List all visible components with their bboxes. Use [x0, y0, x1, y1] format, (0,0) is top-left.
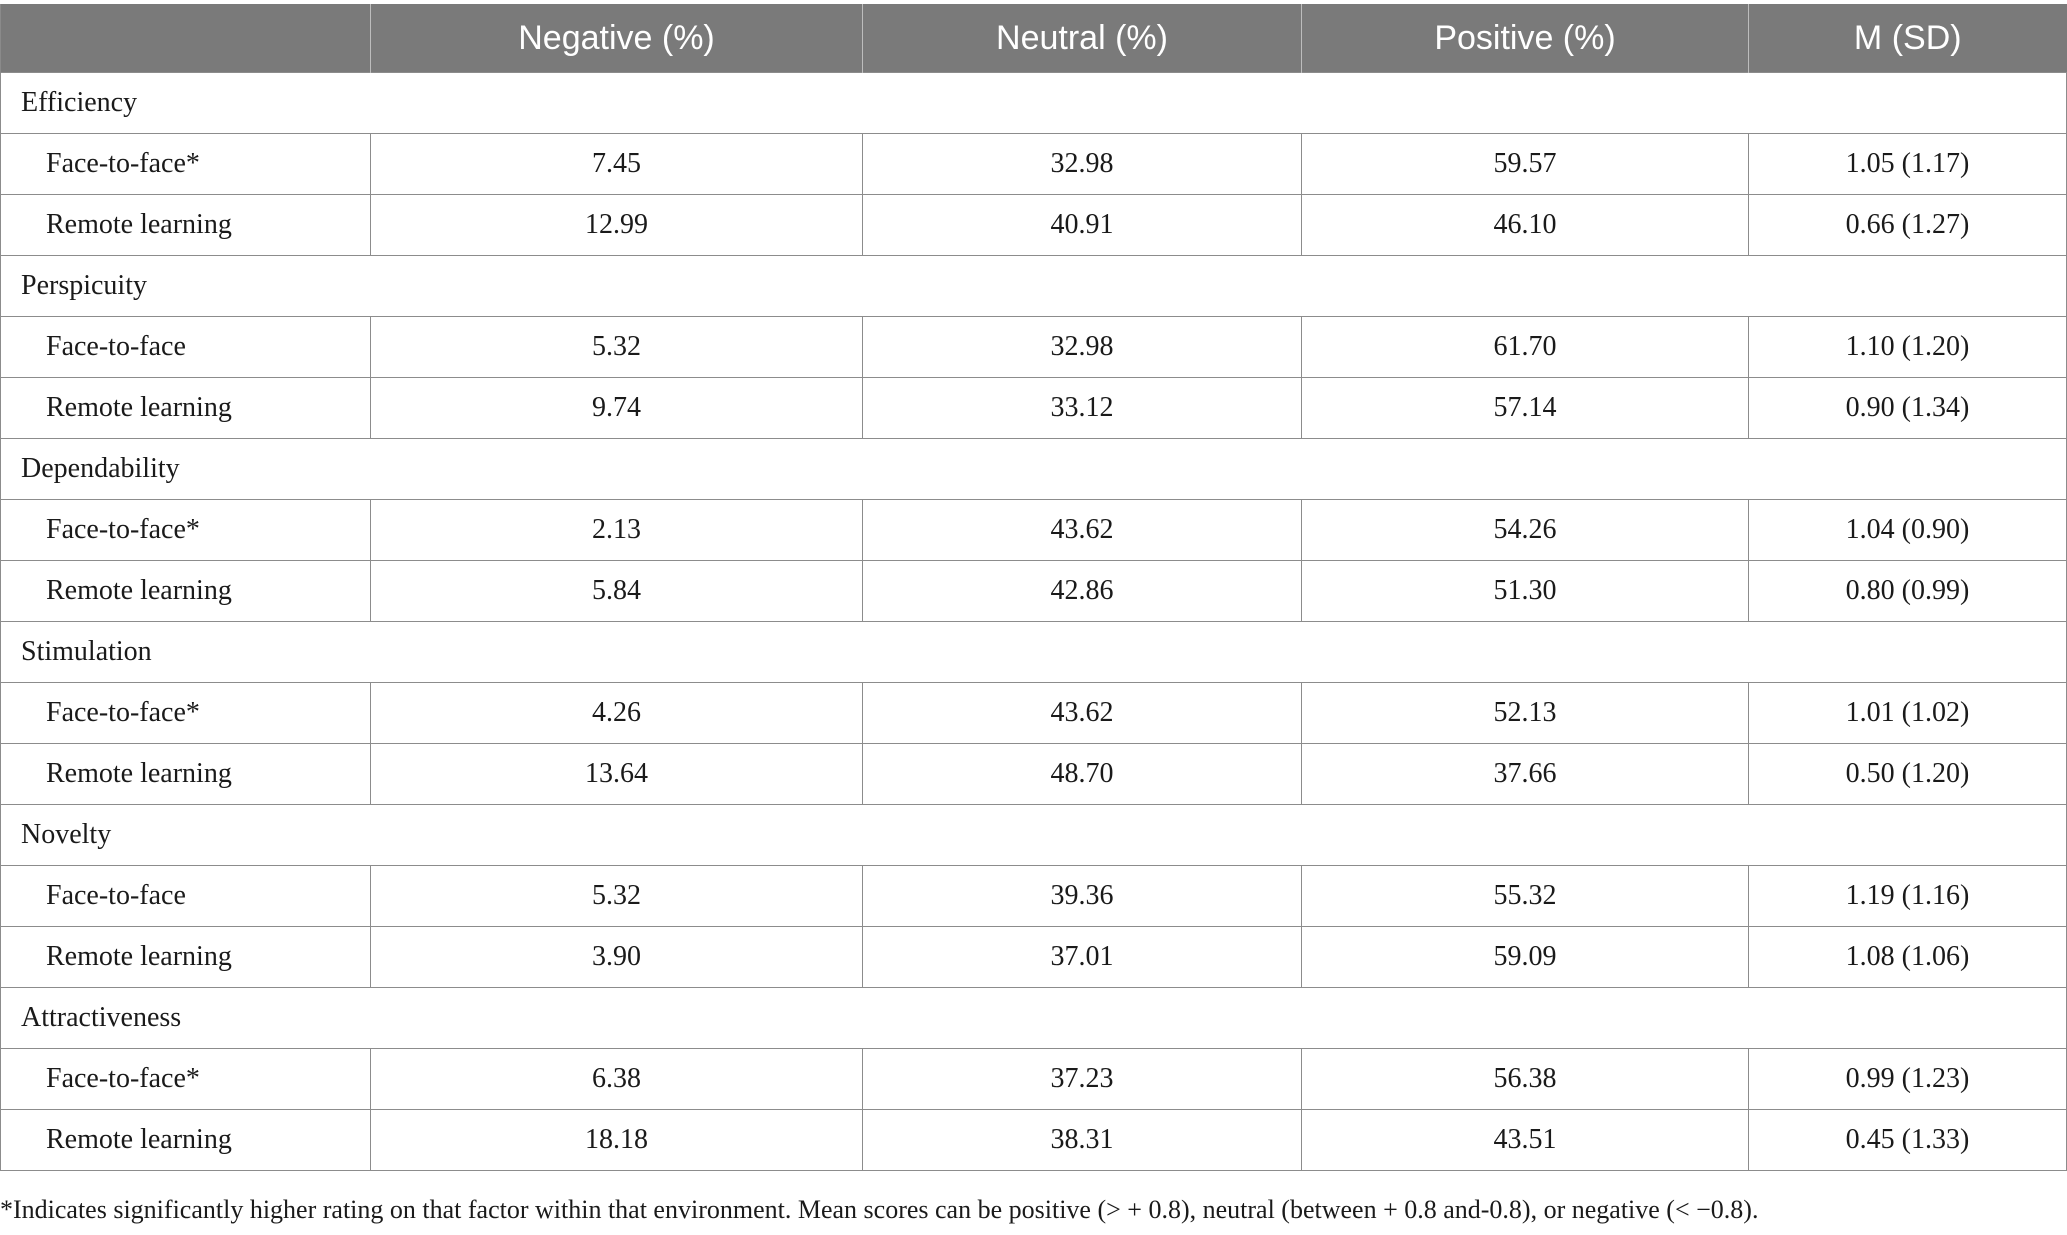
- cell-msd: 0.50 (1.20): [1749, 744, 2067, 805]
- table-row: [1, 134, 2067, 195]
- table-footnote: *Indicates significantly higher rating on that factor within that environment. Mean scores can be positive (> + 0.8), neutral (between + 0.8 and-0.8), or negative (< −0.8).: [0, 1195, 1759, 1224]
- cell-negative: 3.90: [371, 927, 863, 988]
- section-label: Perspicuity: [1, 256, 2067, 317]
- section-label: Stimulation: [1, 622, 2067, 683]
- cell-negative: 18.18: [371, 1110, 863, 1171]
- cell-positive: 59.09: [1302, 927, 1749, 988]
- header-cell-msd: M (SD): [1749, 4, 2067, 73]
- row-label: Face-to-face*: [1, 683, 371, 744]
- cell-neutral: 40.91: [863, 195, 1302, 256]
- cell-msd: 1.01 (1.02): [1749, 683, 2067, 744]
- cell-negative: 2.13: [371, 500, 863, 561]
- cell-msd: 0.80 (0.99): [1749, 561, 2067, 622]
- cell-positive: 55.32: [1302, 866, 1749, 927]
- cell-negative: 9.74: [371, 378, 863, 439]
- section-label: Attractiveness: [1, 988, 2067, 1049]
- cell-msd: 1.08 (1.06): [1749, 927, 2067, 988]
- cell-positive: 59.57: [1302, 134, 1749, 195]
- cell-positive: 56.38: [1302, 1049, 1749, 1110]
- results-table: [0, 4, 2067, 1171]
- header-cell-negative: Negative (%): [371, 4, 863, 73]
- section-row: [1, 988, 2067, 1049]
- section-row: [1, 622, 2067, 683]
- section-label: Dependability: [1, 439, 2067, 500]
- table-row: [1, 927, 2067, 988]
- row-label: Face-to-face: [1, 317, 371, 378]
- row-label: Face-to-face*: [1, 500, 371, 561]
- cell-neutral: 38.31: [863, 1110, 1302, 1171]
- cell-neutral: 43.62: [863, 500, 1302, 561]
- table-row: [1, 317, 2067, 378]
- section-row: [1, 256, 2067, 317]
- table-row: [1, 866, 2067, 927]
- cell-positive: 46.10: [1302, 195, 1749, 256]
- cell-negative: 6.38: [371, 1049, 863, 1110]
- table-container: [0, 4, 2067, 1171]
- section-row: [1, 805, 2067, 866]
- table-row: [1, 683, 2067, 744]
- table-row: [1, 500, 2067, 561]
- table-row: [1, 1049, 2067, 1110]
- row-label: Face-to-face*: [1, 1049, 371, 1110]
- cell-positive: 54.26: [1302, 500, 1749, 561]
- cell-neutral: 37.23: [863, 1049, 1302, 1110]
- cell-negative: 5.84: [371, 561, 863, 622]
- row-label: Remote learning: [1, 378, 371, 439]
- table-row: [1, 378, 2067, 439]
- cell-negative: 5.32: [371, 866, 863, 927]
- section-row: [1, 73, 2067, 134]
- row-label: Remote learning: [1, 1110, 371, 1171]
- row-label: Face-to-face*: [1, 134, 371, 195]
- cell-neutral: 32.98: [863, 134, 1302, 195]
- cell-neutral: 32.98: [863, 317, 1302, 378]
- cell-positive: 61.70: [1302, 317, 1749, 378]
- header-row: [1, 4, 2067, 73]
- cell-positive: 37.66: [1302, 744, 1749, 805]
- row-label: Face-to-face: [1, 866, 371, 927]
- row-label: Remote learning: [1, 561, 371, 622]
- cell-positive: 51.30: [1302, 561, 1749, 622]
- table-row: [1, 195, 2067, 256]
- cell-msd: 1.10 (1.20): [1749, 317, 2067, 378]
- cell-msd: 0.90 (1.34): [1749, 378, 2067, 439]
- cell-neutral: 43.62: [863, 683, 1302, 744]
- cell-neutral: 42.86: [863, 561, 1302, 622]
- cell-msd: 0.45 (1.33): [1749, 1110, 2067, 1171]
- cell-negative: 5.32: [371, 317, 863, 378]
- header-cell-positive: Positive (%): [1302, 4, 1749, 73]
- row-label: Remote learning: [1, 744, 371, 805]
- cell-negative: 13.64: [371, 744, 863, 805]
- cell-neutral: 39.36: [863, 866, 1302, 927]
- cell-neutral: 37.01: [863, 927, 1302, 988]
- cell-neutral: 48.70: [863, 744, 1302, 805]
- row-label: Remote learning: [1, 195, 371, 256]
- cell-positive: 57.14: [1302, 378, 1749, 439]
- header-cell-neutral: Neutral (%): [863, 4, 1302, 73]
- table-row: [1, 561, 2067, 622]
- cell-msd: 1.05 (1.17): [1749, 134, 2067, 195]
- cell-msd: 1.04 (0.90): [1749, 500, 2067, 561]
- cell-neutral: 33.12: [863, 378, 1302, 439]
- header-cell-label: [1, 4, 371, 73]
- section-label: Novelty: [1, 805, 2067, 866]
- cell-positive: 52.13: [1302, 683, 1749, 744]
- section-label: Efficiency: [1, 73, 2067, 134]
- table-row: [1, 1110, 2067, 1171]
- cell-msd: 0.66 (1.27): [1749, 195, 2067, 256]
- cell-negative: 4.26: [371, 683, 863, 744]
- cell-negative: 7.45: [371, 134, 863, 195]
- section-row: [1, 439, 2067, 500]
- table-body: [1, 73, 2067, 1171]
- table-row: [1, 744, 2067, 805]
- cell-msd: 0.99 (1.23): [1749, 1049, 2067, 1110]
- cell-msd: 1.19 (1.16): [1749, 866, 2067, 927]
- cell-positive: 43.51: [1302, 1110, 1749, 1171]
- cell-negative: 12.99: [371, 195, 863, 256]
- row-label: Remote learning: [1, 927, 371, 988]
